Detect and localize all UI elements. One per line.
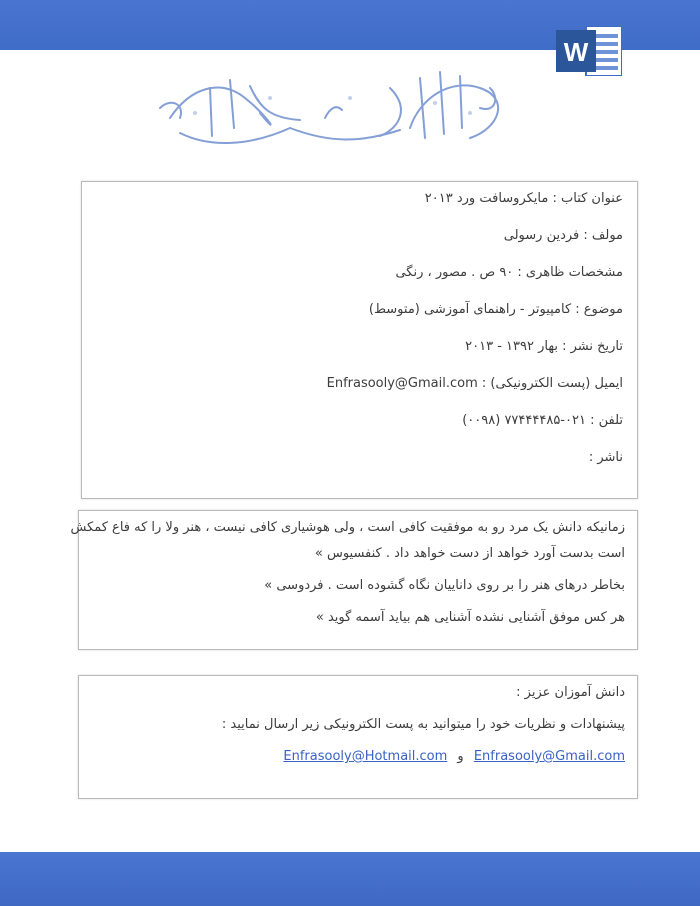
contact-request: پیشنهادات و نظریات خود را میتوانید به پست الکترونیکی زیر ارسال نمایید : xyxy=(221,717,625,732)
book-subject: موضوع : کامپیوتر - راهنمای آموزشی (متوسط) xyxy=(368,302,623,317)
quote-line-3: بخاطر درهای هنر را بر روی داناییان نگاه گشوده است . فردوسی » xyxy=(264,578,625,593)
calligraphy-bismillah-icon xyxy=(150,58,510,158)
contact-heading: دانش آموزان عزیز : xyxy=(516,685,625,700)
contact-email-separator: و xyxy=(457,749,464,764)
book-pub-date: تاریخ نشر : بهار ۱۳۹۲ - ۲۰۱۳ xyxy=(465,339,623,354)
contact-box xyxy=(78,675,638,799)
book-title: عنوان کتاب : مایکروسافت ورد ۲۰۱۳ xyxy=(424,191,623,206)
book-info-box xyxy=(81,181,638,499)
book-specs: مشخصات ظاهری : ۹۰ ص . مصور ، رنگی xyxy=(395,265,623,280)
book-phone: تلفن : ۰۲۱-۷۷۴۴۴۴۸۵ (۰۰۹۸) xyxy=(462,413,623,428)
contact-email-gmail-link[interactable]: Enfrasooly@Gmail.com xyxy=(473,749,625,764)
book-author: مولف : فردین رسولی xyxy=(503,228,623,243)
footer-band xyxy=(0,852,700,906)
word-logo-letter: W xyxy=(563,37,589,67)
quote-line-4: هر کس موفق آشنایی نشده آشنایی هم بیاید آسمه گوید » xyxy=(315,610,625,625)
book-email: ایمیل (پست الکترونیکی) : Enfrasooly@Gmail.com xyxy=(326,376,623,391)
contact-emails xyxy=(91,748,625,766)
contact-email-hotmail-link[interactable]: Enfrasooly@Hotmail.com xyxy=(283,749,448,764)
quote-line-1: زمانیکه دانش یک مرد رو به موفقیت کافی است ، ولی هوشیاری کافی نیست ، هنر ولا را که فاع کمکش xyxy=(70,520,625,535)
quotes-box xyxy=(70,510,638,650)
book-publisher: ناشر : xyxy=(588,450,623,465)
quote-line-2: است بدست آورد خواهد از دست خواهد داد . کنفسیوس » xyxy=(314,546,625,561)
word-icon xyxy=(556,26,622,76)
